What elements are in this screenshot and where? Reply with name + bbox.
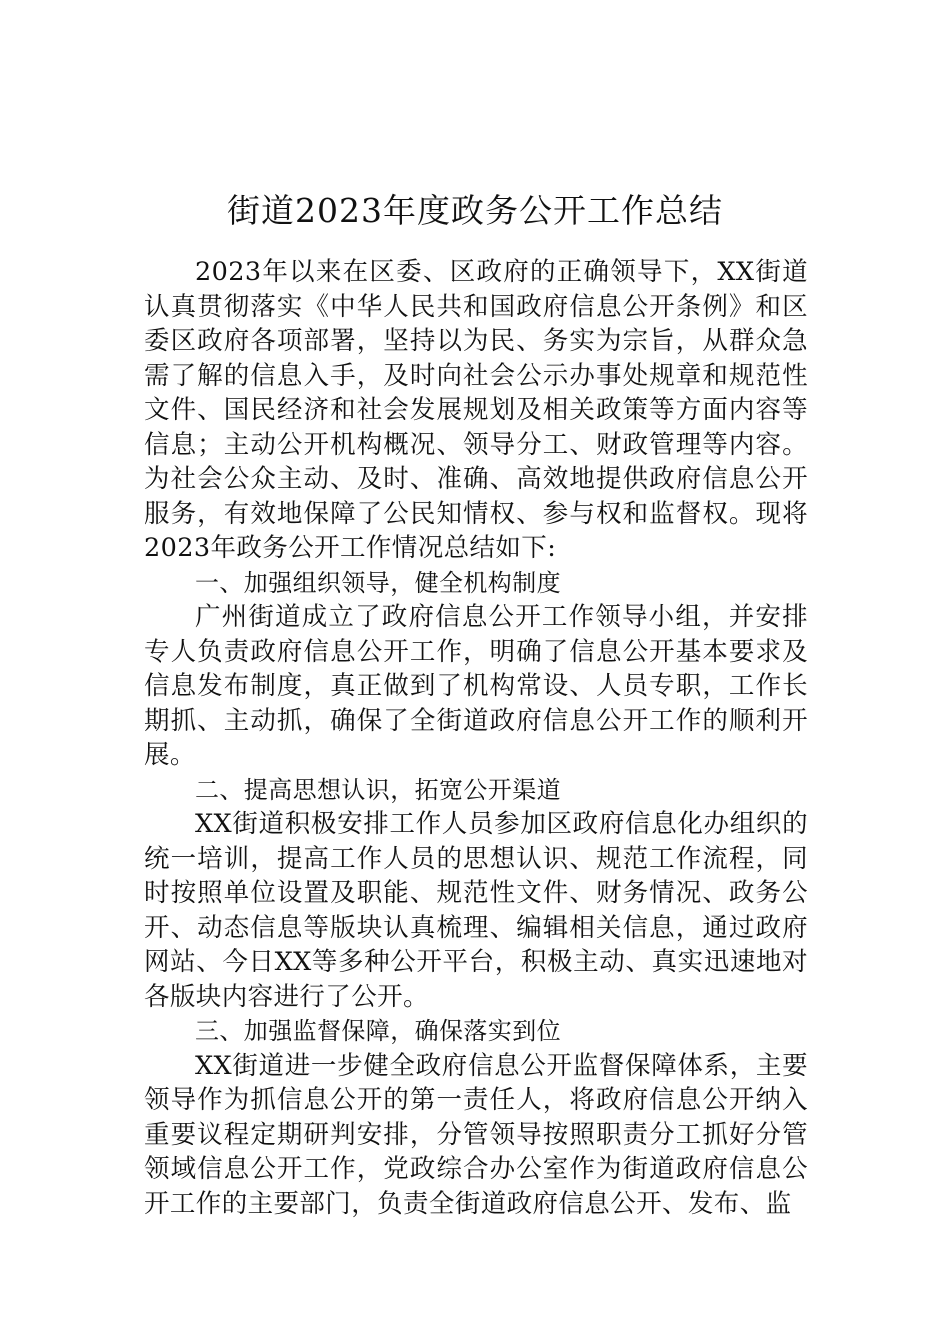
- section-paragraph-1: 广州街道成立了政府信息公开工作领导小组，并安排专人负责政府信息公开工作，明确了信息公开基本要求及信息发布制度，真正做到了机构常设、人员专职，工作长期抓、主动抓，确保了全街道政府信息公开工作的顺利开展。: [144, 602, 808, 770]
- document-body: [144, 255, 808, 1221]
- section-heading-1: 一、加强组织领导，健全机构制度: [195, 568, 561, 597]
- section-paragraph-2: XX街道积极安排工作人员参加区政府信息化办组织的统一培训，提高工作人员的思想认识、规范工作流程，同时按照单位设置及职能、规范性文件、财务情况、政务公开、动态信息等版块认真梳理、编辑相关信息，通过政府网站、今日XX等多种公开平台，积极主动、真实迅速地对各版块内容进行了公开。: [144, 809, 808, 1012]
- document-title: 街道2023年度政务公开工作总结: [227, 191, 723, 231]
- section-heading-2: 二、提高思想认识，拓宽公开渠道: [195, 775, 561, 804]
- intro-paragraph: 2023年以来在区委、区政府的正确领导下，XX街道认真贯彻落实《中华人民共和国政府信息公开条例》和区委区政府各项部署，坚持以为民、务实为宗旨，从群众急需了解的信息入手，及时向社会公示办事处规章和规范性文件、国民经济和社会发展规划及相关政策等方面内容等信息；主动公开机构概况、领导分工、财政管理等内容。为社会公众主动、及时、准确、高效地提供政府信息公开服务，有效地保障了公民知情权、参与权和监督权。现将2023年政务公开工作情况总结如下:: [144, 257, 808, 563]
- section-paragraph-3: XX街道进一步健全政府信息公开监督保障体系，主要领导作为抓信息公开的第一责任人，将政府信息公开纳入重要议程定期研判安排，分管领导按照职责分工抓好分管领域信息公开工作，党政综合办公室作为街道政府信息公开工作的主要部门，负责全街道政府信息公开、发布、监: [144, 1050, 808, 1219]
- section-heading-3: 三、加强监督保障，确保落实到位: [195, 1017, 561, 1045]
